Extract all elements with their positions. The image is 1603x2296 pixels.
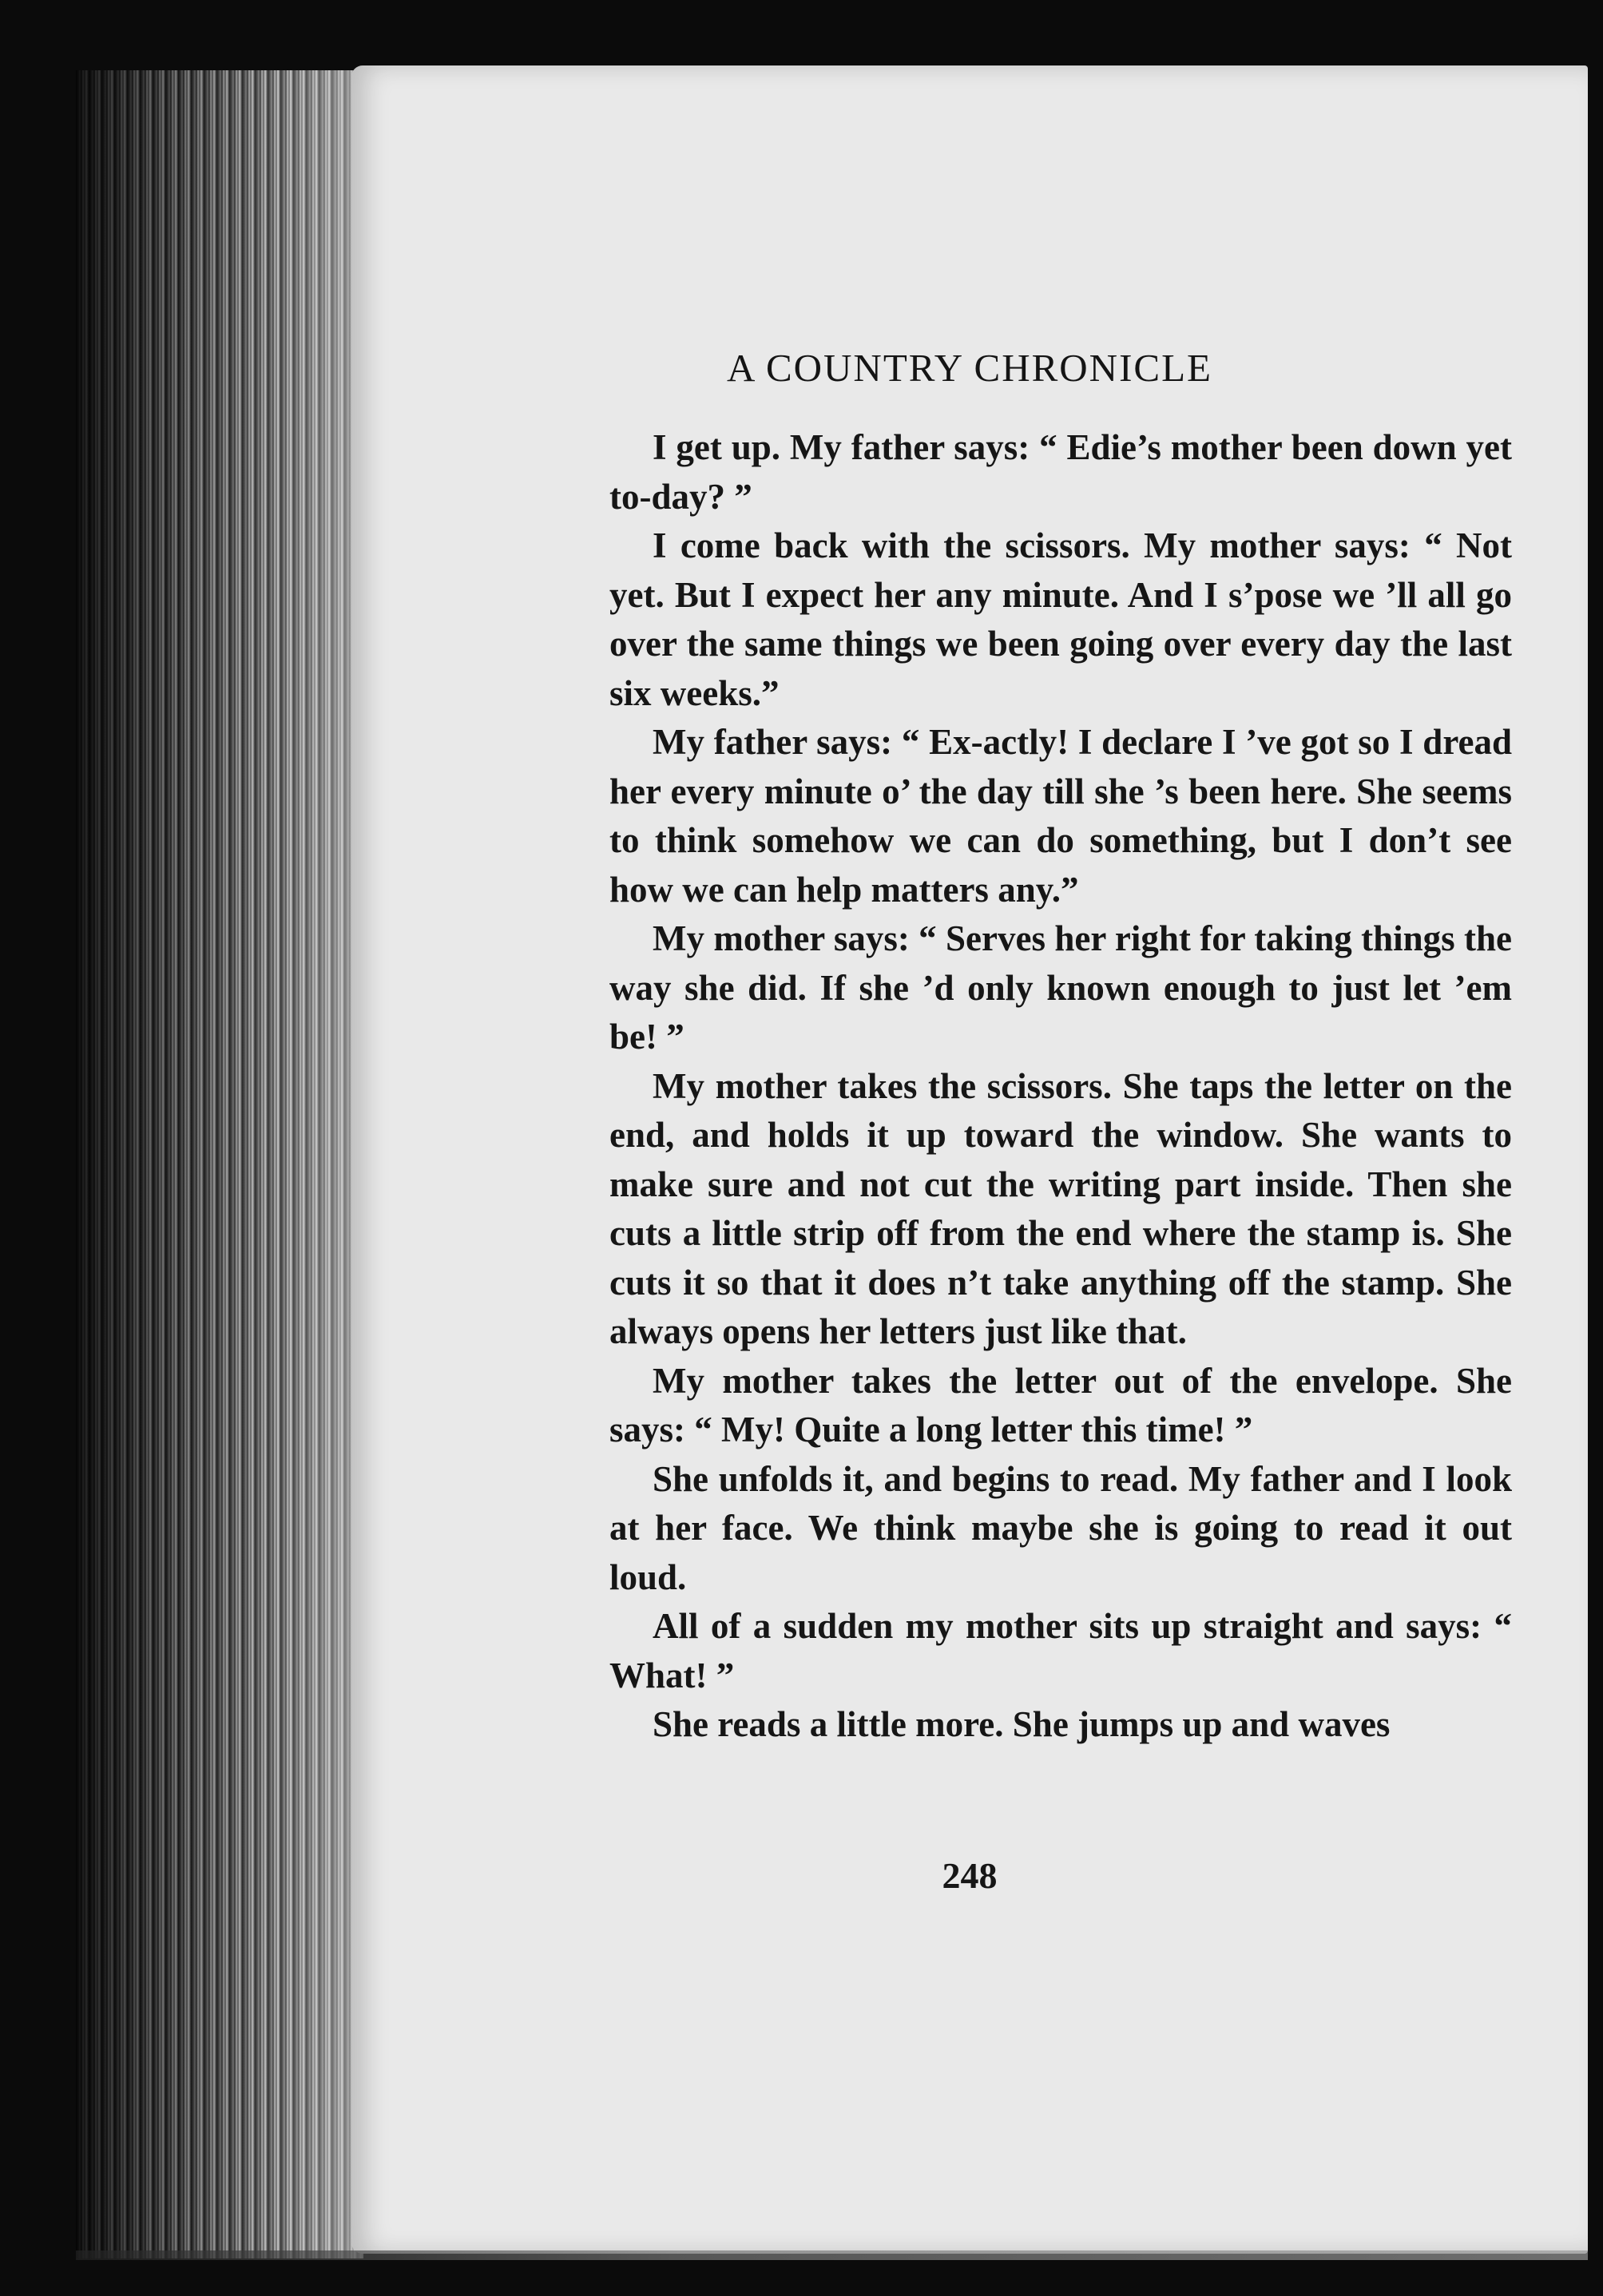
page-number: 248 (942, 1855, 998, 1896)
body-text (609, 423, 1512, 1750)
paragraph: My mother takes the scissors. She taps the letter on the end, and holds it up toward the window. She wants to make sure and not cut the writing part inside. Then she cuts a little strip off from the end where the stamp is. She cuts it so that it does n’t take anything off the stamp. She always opens her letters just like that. (609, 1065, 1512, 1351)
page-edge-stack (76, 70, 363, 2258)
page-bottom-edge (76, 2250, 1588, 2260)
running-title: A COUNTRY CHRONICLE (727, 346, 1212, 390)
book-page (351, 65, 1588, 2254)
paragraph: All of a sudden my mother sits up straight and says: “ What! ” (609, 1606, 1512, 1695)
paragraph: She reads a little more. She jumps up and waves (653, 1704, 1391, 1744)
paragraph: My mother takes the letter out of the envelope. She says: “ My! Quite a long letter this time! ” (609, 1360, 1512, 1449)
paragraph: I come back with the scissors. My mother says: “ Not yet. But I expect her any minute. And I s’pose we ’ll all go over the same things we been going over every day the last six weeks.” (609, 525, 1512, 713)
paragraph: My father says: “ Ex-actly! I declare I ’ve got so I dread her every minute o’ the day till she ’s been here. She seems to think somehow we can do something, but I don’t see how we can help matters any.” (609, 722, 1512, 910)
paragraph: I get up. My father says: “ Edie’s mother been down yet to-day? ” (609, 427, 1512, 517)
paragraph: She unfolds it, and begins to read. My father and I look at her face. We think maybe she is going to read it out loud. (609, 1458, 1512, 1597)
paragraph: My mother says: “ Serves her right for taking things the way she did. If she ’d only known enough to just let ’em be! ” (609, 918, 1512, 1057)
